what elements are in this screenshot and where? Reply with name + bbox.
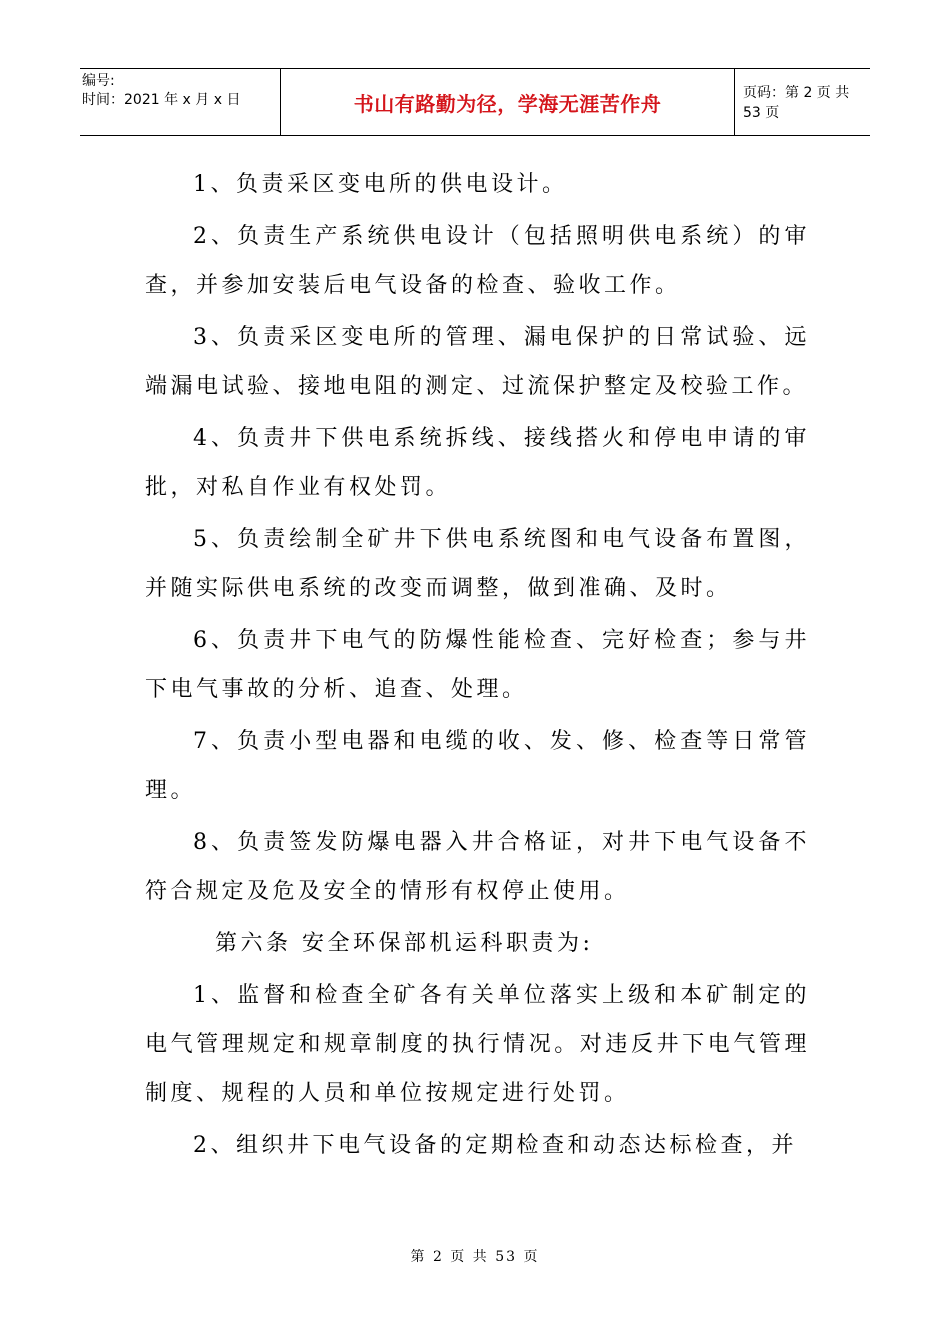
page-footer: 第 2 页 共 53 页 bbox=[410, 1249, 540, 1265]
document-date: 时间：2021 年 x 月 x 日 bbox=[82, 92, 241, 108]
paragraph: 1、负责采区变电所的供电设计。 bbox=[193, 172, 568, 197]
paragraph: 7、负责小型电器和电缆的收、发、修、检查等日常管理。 bbox=[145, 729, 810, 803]
document-body bbox=[145, 160, 810, 1170]
paragraph: 8、负责签发防爆电器入井合格证，对井下电气设备不符合规定及危及安全的情形有权停止使用。 bbox=[145, 830, 810, 904]
paragraph: 1、监督和检查全矿各有关单位落实上级和本矿制定的电气管理规定和规章制度的执行情况。对违反井下电气管理制度、规程的人员和单位按规定进行处罚。 bbox=[145, 983, 810, 1106]
paragraph: 6、负责井下电气的防爆性能检查、完好检查；参与井下电气事故的分析、追查、处理。 bbox=[145, 628, 810, 702]
document-code-label: 编号: bbox=[82, 73, 115, 89]
header-page-number: 页码：第 2 页 共 53 页 bbox=[743, 85, 850, 121]
paragraph: 3、负责采区变电所的管理、漏电保护的日常试验、远端漏电试验、接地电阻的测定、过流保护整定及校验工作。 bbox=[145, 325, 810, 399]
page-header bbox=[80, 68, 870, 136]
header-motto: 书山有路勤为径，学海无涯苦作舟 bbox=[280, 69, 735, 135]
paragraph: 2、负责生产系统供电设计（包括照明供电系统）的审查，并参加安装后电气设备的检查、验收工作。 bbox=[145, 224, 810, 298]
header-meta bbox=[80, 69, 280, 135]
paragraph: 4、负责井下供电系统拆线、接线搭火和停电申请的审批，对私自作业有权处罚。 bbox=[145, 426, 810, 500]
paragraph: 2、组织井下电气设备的定期检查和动态达标检查，并 bbox=[193, 1133, 797, 1158]
section-heading: 第六条 安全环保部机运科职责为: bbox=[215, 931, 594, 956]
paragraph: 5、负责绘制全矿井下供电系统图和电气设备布置图，并随实际供电系统的改变而调整，做到准确、及时。 bbox=[145, 527, 810, 601]
